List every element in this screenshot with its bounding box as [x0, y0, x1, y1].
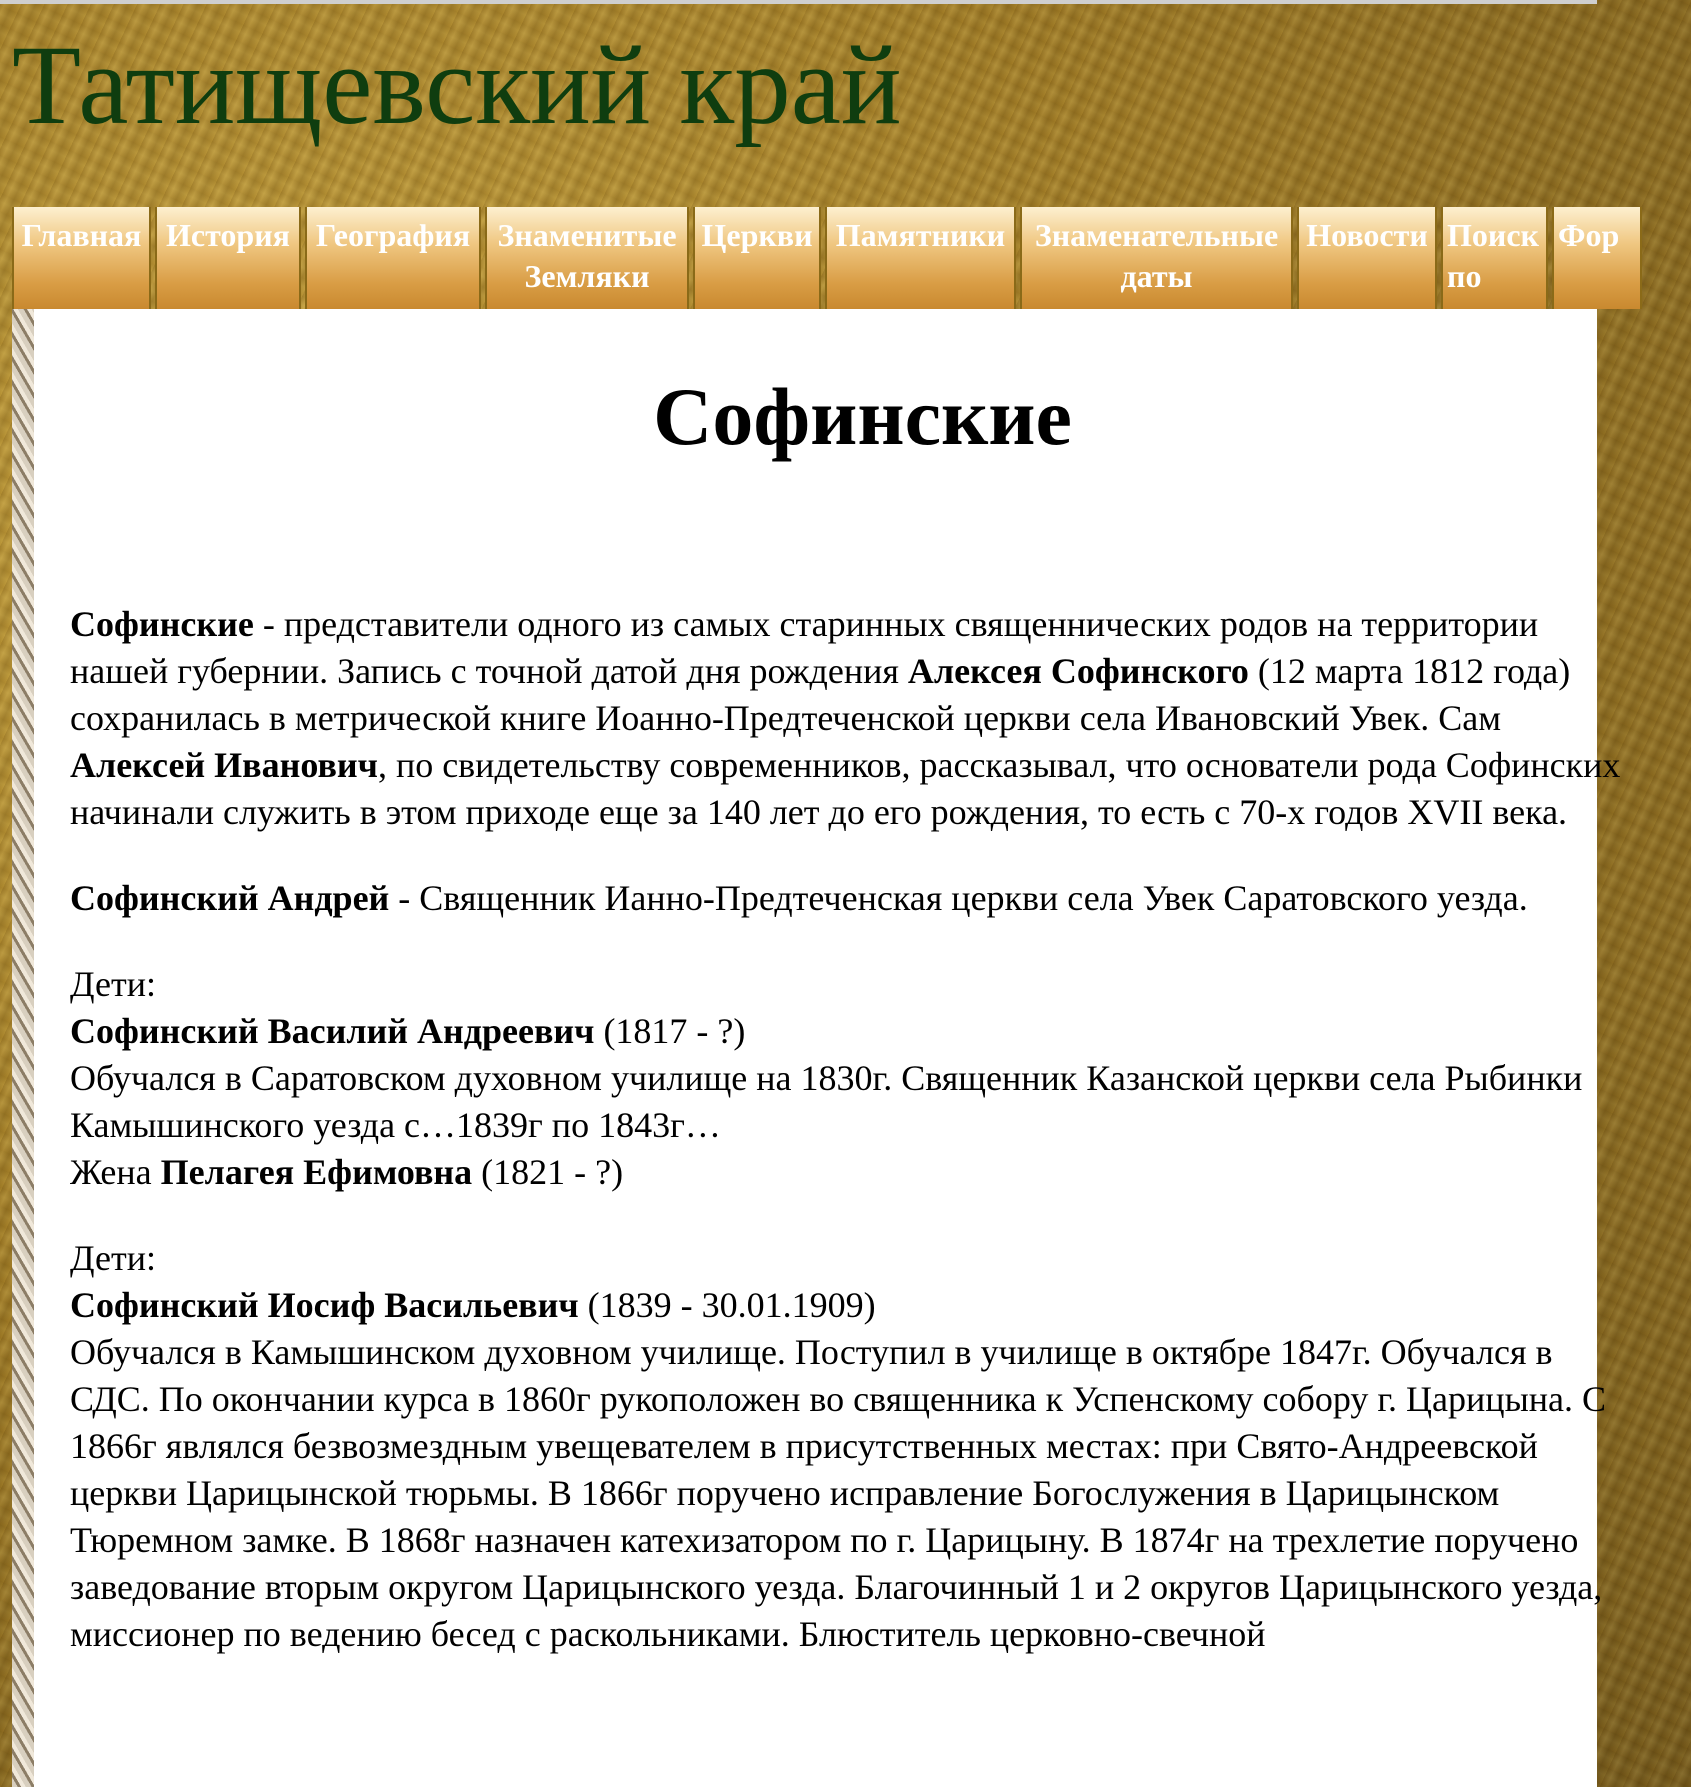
life-dates: (1821 - ?)	[472, 1152, 624, 1192]
bold-name: Софинский Василий Андреевич	[70, 1011, 595, 1051]
nav-item-geography[interactable]	[305, 207, 481, 309]
article-paragraph-andrey	[70, 875, 1630, 922]
nav-item-history[interactable]	[155, 207, 301, 309]
paragraph-text: , по свидетельству современников, рассказывал, что основатели рода Софинских начинали служить в этом приходе еще за 140 лет до его рождения, то есть с 70-х годов XVII века.	[70, 745, 1621, 832]
paragraph-text: - представители одного из самых старинных священнических родов на территории нашей губернии. Запись с точной датой дня рождения	[70, 604, 1539, 691]
article-paragraph-vasily	[70, 961, 1630, 1196]
bold-name: Софинские	[70, 604, 254, 644]
nav-item-search[interactable]	[1441, 207, 1548, 309]
page-title: Софинские	[653, 371, 1072, 462]
article-paragraph-iosif	[70, 1235, 1630, 1658]
bold-name: Пелагея Ефимовна	[160, 1152, 473, 1192]
children-label: Дети:	[70, 964, 156, 1004]
nav-item-label: Фор	[1558, 217, 1620, 253]
life-dates: (1817 - ?)	[594, 1011, 746, 1051]
nav-item-monuments[interactable]	[825, 207, 1016, 309]
nav-item-label: Знаменитые	[497, 217, 677, 253]
article-body	[70, 601, 1630, 1697]
main-navigation	[12, 207, 1620, 309]
bold-name: Софинский Андрей	[70, 878, 390, 918]
nav-item-label: Церкви	[701, 217, 813, 253]
nav-item-label: Памятники	[835, 217, 1006, 253]
bold-name: Софинский Иосиф Васильевич	[70, 1285, 579, 1325]
nav-item-label-line2: даты	[1120, 258, 1193, 294]
nav-item-churches[interactable]	[693, 207, 821, 309]
main-content	[34, 309, 1621, 1787]
nav-item-home[interactable]	[12, 207, 151, 309]
site-title[interactable]: Татищевский край	[12, 23, 902, 148]
site-header	[0, 4, 1597, 204]
nav-item-label: Знаменательные	[1034, 217, 1279, 253]
nav-item-label: Главная	[21, 217, 142, 253]
nav-item-label-line2: Земляки	[524, 258, 650, 294]
biography-text: Обучался в Камышинском духовном училище. Поступил в училище в октябре 1847г. Обучался в СДС. По окончании курса в 1860г рукоположен во священника к Успенскому собору г. Царицына. С 1866г являлся безвозмездным увещевателем в присутственных местах: при Свято-Андреевской церкви Царицынской тюрьмы. В 1866г поручено исправление Богослужения в Царицынском Тюремном замке. В 1868г назначен катехизатором по г. Царицыну. В 1874г на трехлетие поручено заведование вторым округом Царицынского уезда. Благочинный 1 и 2 округов Царицынского уезда, миссионер по ведению бесед с раскольниками. Блюститель церковно-свечной	[70, 1332, 1607, 1654]
paragraph-text: (12 марта 1812 года) сохранилась в метрической книге Иоанно-Предтеченской церкви села Ивановский Увек. Сам	[70, 651, 1571, 738]
nav-item-label: Поиск	[1447, 217, 1539, 253]
nav-item-forum[interactable]	[1552, 207, 1642, 309]
paragraph-text: - Священник Ианно-Предтеченская церкви села Увек Саратовского уезда.	[389, 878, 1528, 918]
bold-name: Алексей Иванович	[70, 745, 378, 785]
article-paragraph-intro	[70, 601, 1630, 836]
nav-item-memorable-dates[interactable]	[1020, 207, 1293, 309]
nav-item-label-line2: по	[1447, 258, 1482, 294]
nav-item-famous-people[interactable]	[485, 207, 689, 309]
bold-name: Алексея Софинского	[907, 651, 1249, 691]
biography-text: Обучался в Саратовском духовном училище на 1830г. Священник Казанской церкви села Рыбинки Камышинского уезда с…1839г по 1843г…	[70, 1058, 1583, 1145]
children-label: Дети:	[70, 1238, 156, 1278]
wife-label: Жена	[70, 1152, 161, 1192]
nav-item-label: История	[166, 217, 290, 253]
nav-item-label: География	[315, 217, 471, 253]
decorative-rope-border	[12, 309, 34, 1787]
life-dates: (1839 - 30.01.1909)	[578, 1285, 876, 1325]
nav-item-label: Новости	[1306, 217, 1428, 253]
nav-item-news[interactable]	[1297, 207, 1437, 309]
